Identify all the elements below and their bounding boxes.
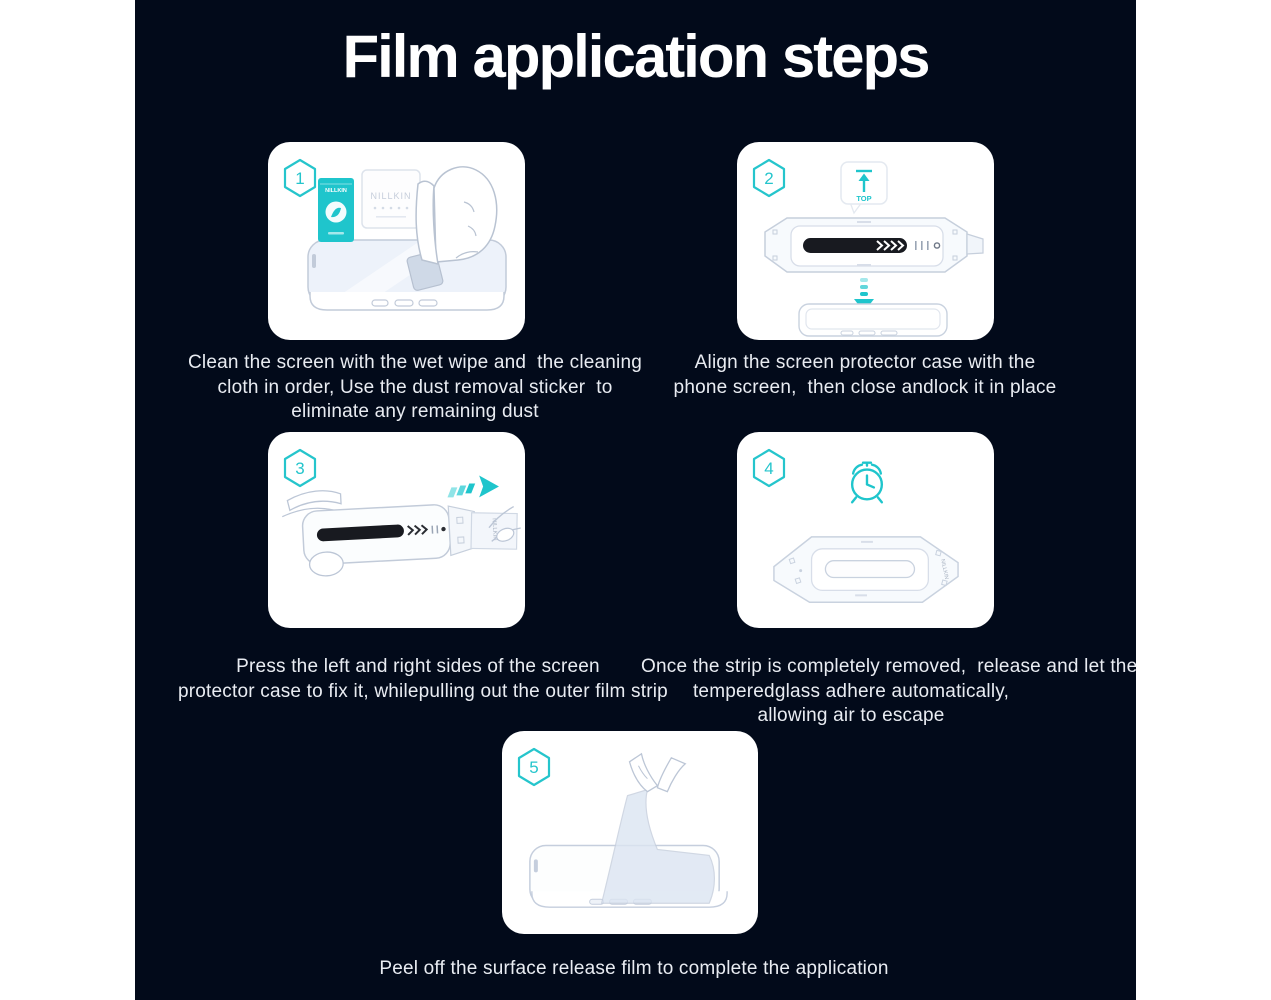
step-3-card bbox=[268, 432, 525, 628]
caption-line: phone screen, then close andlock it in place bbox=[673, 376, 1057, 398]
caption-line: Align the screen protector case with the bbox=[694, 352, 1036, 373]
step-2-number: 2 bbox=[764, 169, 774, 188]
tray-brand-label: NILLKIN bbox=[939, 558, 950, 581]
wet-wipe-brand-label: NILLKIN bbox=[325, 188, 347, 194]
cloth-pack-brand-label: NILLKIN bbox=[370, 191, 412, 201]
step-4-number: 4 bbox=[764, 459, 774, 478]
caption-line: temperedglass adhere automatically, bbox=[692, 680, 1010, 702]
cleaning-cloth-pack-icon bbox=[362, 170, 420, 228]
pull-arrow-icon bbox=[447, 476, 498, 498]
step-1-number: 1 bbox=[295, 169, 305, 188]
top-callout-bubble bbox=[841, 162, 887, 213]
applicator-tray-icon bbox=[774, 537, 958, 602]
step-1-badge-hexagon bbox=[282, 158, 318, 198]
caption-line: Clean the screen with the wet wipe and the cleaning bbox=[187, 352, 642, 373]
caption-line: Press the left and right sides of the screen bbox=[236, 656, 600, 677]
step-3-caption bbox=[178, 655, 668, 704]
caption-line: cloth in order, Use the dust removal sticker to bbox=[217, 376, 613, 398]
caption-line: protector case to fix it, whilepulling out the outer film strip bbox=[178, 680, 668, 702]
caption-line: allowing air to escape bbox=[757, 705, 945, 726]
step-2-card bbox=[737, 142, 994, 340]
step-3-badge-hexagon bbox=[282, 448, 318, 488]
dark-board bbox=[135, 0, 1136, 1000]
fingers-icon bbox=[630, 754, 686, 792]
caption-line: Once the strip is completely removed, release and let the bbox=[641, 656, 1138, 677]
step-3-number: 3 bbox=[295, 459, 305, 478]
film-strip-brand-label: NILLKIN bbox=[490, 518, 498, 541]
step-4-caption bbox=[641, 655, 1138, 729]
step-5-card bbox=[502, 731, 758, 934]
step-2-badge-hexagon bbox=[751, 158, 787, 198]
step-5-number: 5 bbox=[529, 758, 539, 777]
step-5-badge-hexagon bbox=[516, 747, 552, 787]
wet-wipe-packet-icon bbox=[318, 178, 354, 242]
page-title: Film application steps bbox=[342, 23, 929, 90]
step-2-caption bbox=[655, 351, 1075, 400]
step-4-card bbox=[737, 432, 994, 628]
caption-line: Peel off the surface release film to complete the application bbox=[379, 958, 889, 979]
top-label: TOP bbox=[856, 194, 872, 203]
phone-illustration bbox=[799, 304, 947, 336]
alarm-clock-icon bbox=[852, 463, 882, 503]
caption-line: eliminate any remaining dust bbox=[291, 401, 539, 422]
step-1-card bbox=[268, 142, 525, 340]
step-1-caption bbox=[165, 351, 665, 425]
applicator-tray-icon bbox=[765, 218, 983, 272]
step-4-badge-hexagon bbox=[751, 448, 787, 488]
step-5-caption bbox=[324, 957, 944, 982]
